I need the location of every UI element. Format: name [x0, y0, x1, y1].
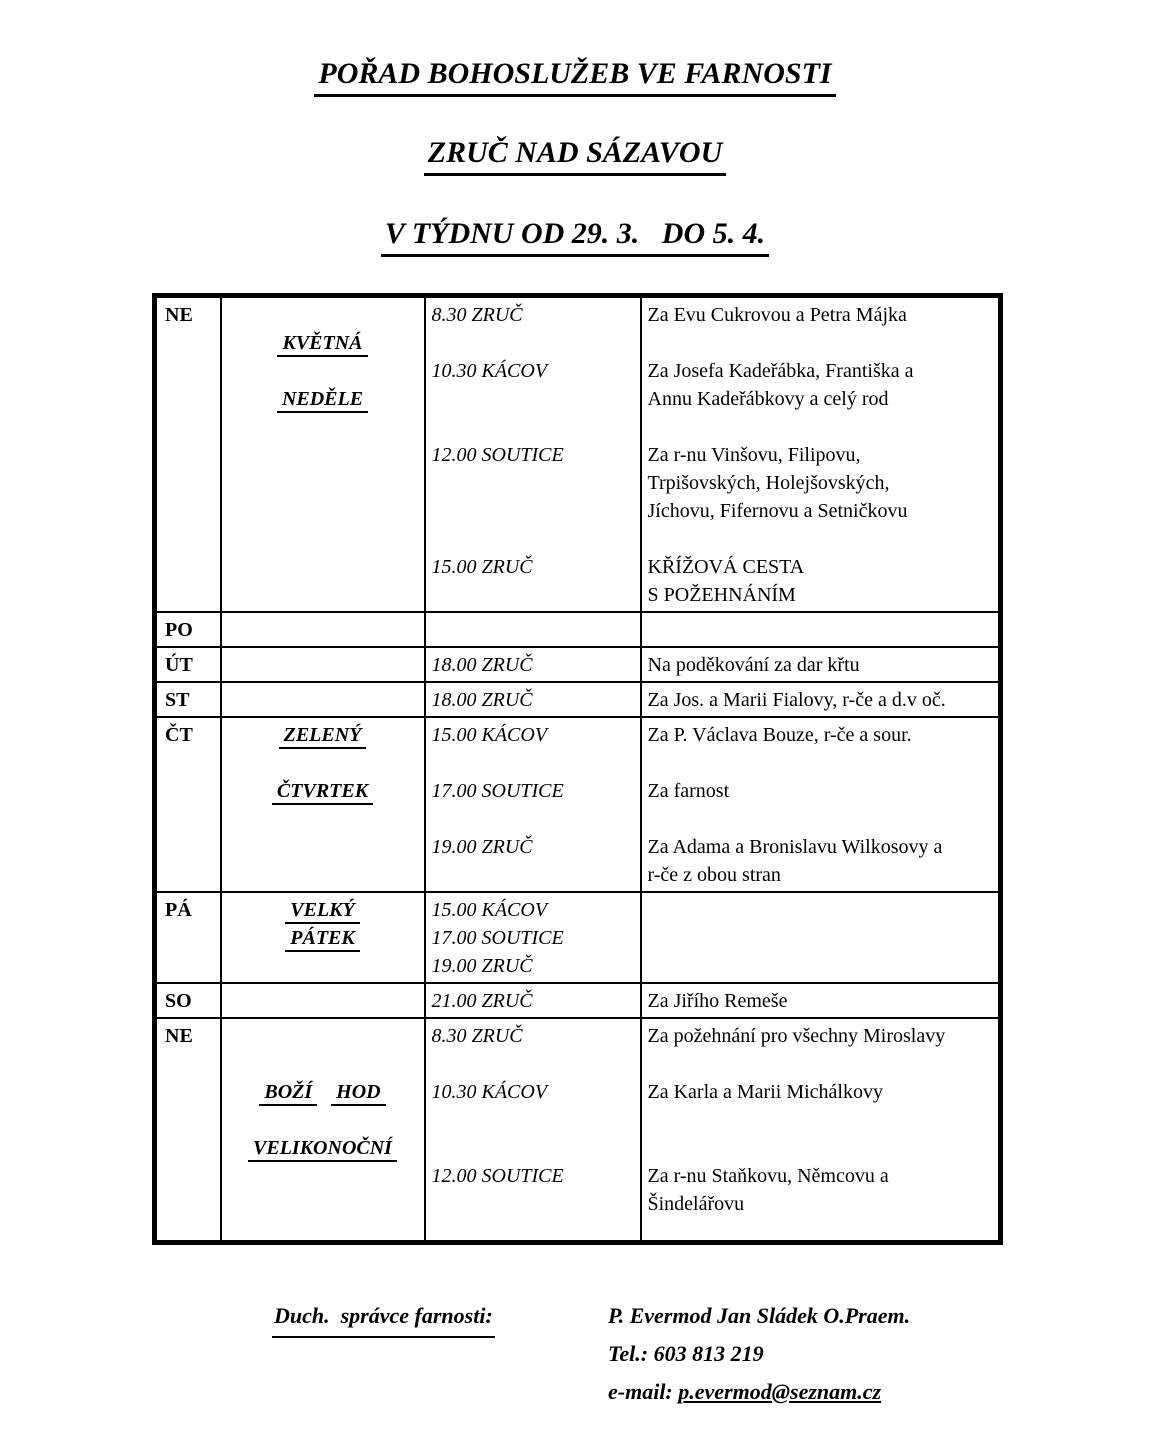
text-line: 10.30 KÁCOV: [431, 360, 548, 382]
text-line: 19.00 ZRUČ: [431, 836, 533, 858]
day-cell: NE: [155, 1018, 221, 1242]
time-place-cell: [425, 717, 641, 892]
text-line: Za r-nu Staňkovu, Němcovu a: [647, 1165, 889, 1187]
document-header: [152, 0, 998, 257]
text-line: 15.00 ZRUČ: [431, 556, 533, 578]
text-line: [432, 329, 634, 357]
parish-subtitle: [152, 135, 998, 176]
text-line: [432, 525, 634, 553]
text-line: Za Josefa Kadeřábka, Františka a: [647, 360, 914, 382]
week-range-subtitle: [152, 216, 998, 257]
text-line: [648, 1050, 993, 1078]
text-line: [648, 1106, 993, 1134]
text-line: Za Evu Cukrovou a Petra Májka: [647, 304, 907, 326]
feast-name-cell: [221, 983, 425, 1018]
text-line: [228, 749, 418, 777]
feast-name-cell: [221, 647, 425, 682]
text-line: Jíchovu, Fifernovu a Setničkovu: [647, 500, 908, 522]
document-footer: [272, 1297, 998, 1411]
time-place-cell: [425, 1018, 641, 1242]
text-line: 8.30 ZRUČ: [431, 1025, 523, 1047]
schedule-table: [152, 293, 1003, 1245]
text-line: 18.00 ZRUČ: [431, 654, 533, 676]
day-cell: ÚT: [155, 647, 221, 682]
table-row-sunday-palm: [155, 296, 1001, 613]
text-line: [228, 1022, 418, 1050]
text-line: KŘÍŽOVÁ CESTA: [647, 556, 805, 578]
text-line: [648, 749, 993, 777]
text-line: Za Jos. a Marii Fialovy, r-če a d.v oč.: [647, 689, 946, 711]
table-row-friday-good: [155, 892, 1001, 983]
day-cell: ST: [155, 682, 221, 717]
text-line: 17.00 SOUTICE: [431, 927, 564, 949]
text-line: KVĚTNÁ: [228, 329, 418, 357]
email-link[interactable]: p.evermod@seznam.cz: [678, 1378, 882, 1404]
intention-cell: [641, 892, 1001, 983]
text-line: 15.00 KÁCOV: [431, 899, 548, 921]
text-line: [648, 805, 993, 833]
text-line: [648, 525, 993, 553]
text-line: 19.00 ZRUČ: [431, 955, 533, 977]
feast-name-cell: [221, 612, 425, 647]
intention-cell: [641, 682, 1001, 717]
text-line: S POŽEHNÁNÍM: [647, 584, 796, 606]
text-line: [432, 805, 634, 833]
page-title-text: POŘAD BOHOSLUŽEB VE FARNOSTI: [314, 56, 835, 97]
text-line: [432, 385, 634, 413]
text-line: [648, 1134, 993, 1162]
text-line: Annu Kadeřábkovy a celý rod: [647, 388, 889, 410]
text-line: [432, 1134, 634, 1162]
email-label: e-mail:: [608, 1378, 679, 1404]
day-cell: SO: [155, 983, 221, 1018]
priest-name: P. Evermod Jan Sládek O.Praem.: [608, 1302, 911, 1328]
text-line: r-če z obou stran: [647, 864, 781, 886]
text-line: Za Adama a Bronislavu Wilkosovy a: [647, 836, 943, 858]
text-line: [648, 413, 993, 441]
intention-cell: [641, 983, 1001, 1018]
text-line: [432, 749, 634, 777]
table-row-monday: [155, 612, 1001, 647]
text-line: [432, 469, 634, 497]
text-line: Za Karla a Marii Michálkovy: [647, 1081, 883, 1103]
table-row-saturday: [155, 983, 1001, 1018]
text-line: [648, 329, 993, 357]
time-place-cell: [425, 892, 641, 983]
day-cell: PÁ: [155, 892, 221, 983]
intention-cell: [641, 647, 1001, 682]
table-row-tuesday: [155, 647, 1001, 682]
text-line: Za P. Václava Bouze, r-če a sour.: [647, 724, 912, 746]
time-place-cell: [425, 612, 641, 647]
time-place-cell: [425, 983, 641, 1018]
administrator-label-text: Duch. správce farnosti:: [272, 1297, 495, 1338]
text-line: [432, 1050, 634, 1078]
text-line: ČTVRTEK: [228, 777, 418, 805]
intention-cell: [641, 296, 1001, 613]
text-line: [228, 1050, 418, 1078]
week-range-text: V TÝDNU OD 29. 3. DO 5. 4.: [381, 216, 769, 257]
feast-name-cell: [221, 1018, 425, 1242]
feast-name-cell: [221, 682, 425, 717]
text-line: 15.00 KÁCOV: [431, 724, 548, 746]
text-line: PÁTEK: [228, 924, 418, 952]
email-line: [608, 1373, 910, 1411]
text-line: VELIKONOČNÍ: [228, 1134, 418, 1162]
parish-subtitle-text: ZRUČ NAD SÁZAVOU: [424, 135, 727, 176]
text-line: Na poděkování za dar křtu: [647, 654, 860, 676]
day-cell: NE: [155, 296, 221, 613]
text-line: Za farnost: [647, 780, 730, 802]
text-line: 18.00 ZRUČ: [431, 689, 533, 711]
time-place-cell: [425, 682, 641, 717]
feast-name-cell: [221, 296, 425, 613]
text-line: 12.00 SOUTICE: [431, 1165, 564, 1187]
time-place-cell: [425, 647, 641, 682]
day-cell: PO: [155, 612, 221, 647]
text-line: BOŽÍ HOD: [228, 1078, 418, 1106]
text-line: 8.30 ZRUČ: [431, 304, 523, 326]
text-line: Za požehnání pro všechny Miroslavy: [647, 1025, 946, 1047]
text-line: 10.30 KÁCOV: [431, 1081, 548, 1103]
text-line: [228, 301, 418, 329]
table-row-wednesday: [155, 682, 1001, 717]
time-place-cell: [425, 296, 641, 613]
text-line: [228, 1106, 418, 1134]
intention-cell: [641, 612, 1001, 647]
table-row-sunday-easter: [155, 1018, 1001, 1242]
intention-cell: [641, 717, 1001, 892]
text-line: Trpišovských, Holejšovských,: [647, 472, 890, 494]
text-line: 12.00 SOUTICE: [431, 444, 564, 466]
text-line: [228, 357, 418, 385]
feast-name-cell: [221, 717, 425, 892]
text-line: Za Jiřího Remeše: [647, 990, 788, 1012]
day-cell: ČT: [155, 717, 221, 892]
administrator-label: [272, 1297, 608, 1338]
table-row-thursday-green: [155, 717, 1001, 892]
text-line: [432, 1106, 634, 1134]
text-line: NEDĚLE: [228, 385, 418, 413]
phone-number: Tel.: 603 813 219: [608, 1340, 764, 1366]
administrator-details: [608, 1297, 910, 1411]
text-line: Šindelářovu: [647, 1193, 745, 1215]
intention-cell: [641, 1018, 1001, 1242]
feast-name-cell: [221, 892, 425, 983]
text-line: Za r-nu Vinšovu, Filipovu,: [647, 444, 861, 466]
text-line: 17.00 SOUTICE: [431, 780, 564, 802]
text-line: 21.00 ZRUČ: [431, 990, 533, 1012]
text-line: VELKÝ: [228, 896, 418, 924]
page-title: [152, 56, 998, 97]
text-line: ZELENÝ: [228, 721, 418, 749]
text-line: [432, 497, 634, 525]
text-line: [432, 413, 634, 441]
